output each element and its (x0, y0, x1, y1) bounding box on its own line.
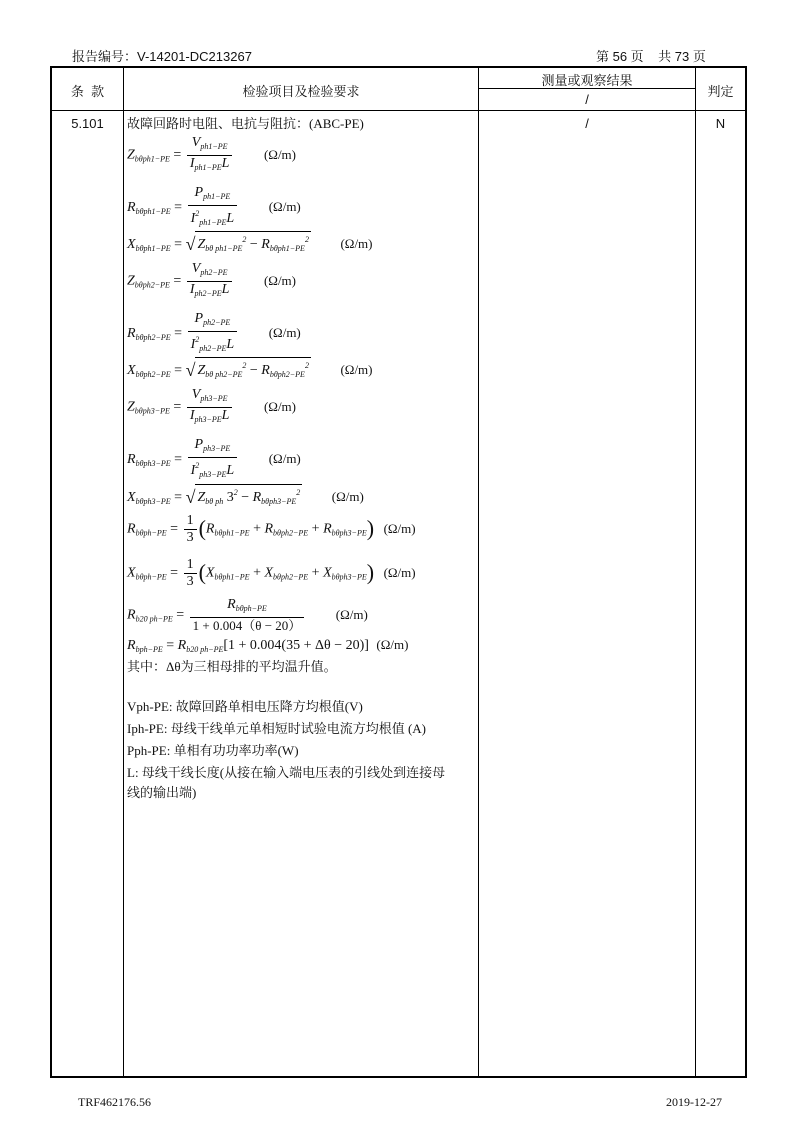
formula-glyph: Z (197, 363, 206, 378)
formula-glyph: V (191, 387, 201, 402)
formula-glyph: P (194, 185, 204, 200)
formula-x-average (127, 557, 416, 590)
formula-glyph: bθph3−PE (331, 572, 367, 582)
formula-glyph: = (166, 638, 175, 653)
formula-r-bph (127, 637, 408, 654)
formula-glyph: bθph1−PE (214, 528, 250, 538)
divider-clause (123, 66, 124, 1077)
formula-glyph: 1 (184, 513, 197, 530)
formula-glyph: L (226, 463, 235, 478)
formula-glyph: 1 (184, 557, 197, 574)
form-code: TRF462176.56 (78, 1095, 152, 1109)
formula-glyph: bθph1−PE (135, 207, 171, 217)
formula-glyph: bθph1−PE (214, 572, 250, 582)
col-header-item: 检验项目及检验要求 (242, 84, 360, 99)
formula-glyph: ph3−PE (200, 394, 228, 403)
formula-glyph: = (174, 363, 183, 378)
formula-glyph: = (174, 326, 183, 342)
formula-glyph: bθph−PE (135, 528, 167, 538)
formula-glyph (187, 387, 233, 408)
formula-glyph: 2 (242, 235, 247, 244)
formula-glyph: 2 (296, 488, 301, 497)
formula-glyph: P (194, 311, 204, 326)
formula-glyph (187, 261, 233, 302)
formula-glyph: (Ω/m) (376, 637, 409, 652)
formula-glyph: ph2−PE (203, 318, 231, 327)
formula-glyph (188, 185, 238, 231)
formula-glyph: bθph3−PE (134, 406, 170, 416)
formula-glyph: R (227, 597, 236, 612)
col-header-verdict: 判定 (707, 84, 734, 99)
formula-glyph: ( (198, 559, 206, 585)
formula-glyph: R (323, 521, 332, 537)
formula-glyph (188, 311, 238, 357)
formula-glyph (187, 261, 233, 282)
formula-glyph: bθph3−PE (261, 497, 297, 506)
formula-glyph: 2 (195, 335, 200, 344)
formula-glyph: √ (185, 487, 196, 507)
formula-glyph: 3 (186, 574, 194, 589)
formula-glyph: R (205, 521, 215, 537)
formula-x-ph3 (127, 484, 364, 510)
formula-glyph: − (241, 490, 250, 505)
formula-glyph: 2 (304, 235, 309, 244)
formula-glyph: Z (127, 399, 135, 415)
formula-glyph: Z (197, 237, 206, 252)
row-clause: 5.101 (71, 116, 104, 131)
formula-glyph (195, 484, 302, 510)
formula-glyph (188, 185, 238, 206)
formula-glyph (184, 557, 197, 590)
table-left-border (50, 66, 52, 1078)
formula-z-ph1 (127, 135, 296, 176)
formula-glyph: X (127, 565, 136, 581)
formula-glyph: (Ω/m) (268, 325, 301, 341)
col-header-result-sub: / (585, 92, 589, 107)
formula-glyph (187, 282, 233, 302)
formula-x-ph1 (127, 231, 373, 257)
formula-glyph: (Ω/m) (383, 564, 416, 580)
formula-glyph: R (252, 490, 262, 505)
formula-glyph: V (191, 261, 201, 276)
formula-glyph: bθph1−PE (135, 244, 171, 253)
formula-glyph: R (261, 363, 270, 378)
formula-glyph: I (190, 463, 196, 478)
formula-glyph: [1 + 0.004(35 + Δθ − 20)] (223, 638, 369, 653)
formula-glyph: bph−PE (135, 645, 163, 654)
formula-glyph: ph3−PE (203, 444, 231, 453)
formula-glyph: bθph2−PE (269, 370, 305, 379)
formula-glyph: = (176, 607, 185, 623)
formula-glyph: I (189, 282, 195, 297)
formula-glyph: ) (366, 515, 375, 541)
formula-glyph: L (226, 337, 235, 352)
formula-glyph: R (127, 521, 136, 537)
formula-glyph: + (311, 565, 320, 581)
note-l-line1: L: 母线干线长度(从接在输入端电压表的引线处到连接母 (127, 765, 446, 780)
formula-glyph: bθ ph2−PE (205, 370, 243, 379)
formula-glyph (190, 597, 305, 634)
table-top-border (50, 66, 747, 68)
formula-glyph (187, 135, 233, 176)
formula-r-ph1 (127, 185, 301, 231)
formula-glyph: ph3−PE (194, 415, 222, 424)
formula-glyph: R (127, 452, 136, 468)
formula-glyph: X (127, 490, 136, 505)
formula-glyph: bθ ph1−PE (205, 244, 243, 253)
formula-glyph: √ (185, 234, 196, 254)
row-result: / (585, 116, 589, 131)
formula-glyph: R (127, 638, 136, 653)
table-header-bottom-border (50, 110, 747, 111)
formula-glyph: X (205, 565, 215, 581)
formula-glyph: I (189, 156, 195, 171)
formula-glyph: bθph2−PE (135, 333, 171, 343)
formula-glyph: V (191, 135, 201, 150)
formula-glyph (187, 156, 233, 176)
formula-glyph: bθph3−PE (331, 528, 367, 538)
formula-glyph: + (253, 565, 261, 581)
formula-glyph: R (127, 200, 136, 216)
formula-glyph: ph2−PE (200, 268, 228, 277)
divider-result (695, 66, 696, 1077)
formula-glyph: = (170, 565, 179, 581)
formula-glyph (195, 357, 310, 383)
formula-glyph: = (173, 399, 182, 415)
formula-glyph: + (253, 521, 261, 537)
formula-glyph: X (264, 565, 274, 581)
report-number: 报告编号：V-14201-DC213267 (72, 49, 252, 64)
formula-glyph: − (249, 363, 258, 378)
formula-glyph: ph1−PE (199, 218, 227, 227)
footer-date: 2019-12-27 (666, 1095, 722, 1109)
formula-glyph: (Ω/m) (268, 451, 301, 467)
formula-glyph: 2 (195, 209, 200, 218)
formula-glyph: (Ω/m) (340, 362, 373, 377)
formula-glyph: = (174, 237, 183, 252)
formula-glyph: ph2−PE (199, 344, 227, 353)
formula-glyph (188, 332, 238, 357)
formula-glyph: = (174, 200, 183, 216)
formula-glyph: √ (185, 360, 196, 380)
formula-glyph: bθph2−PE (135, 370, 171, 379)
formula-glyph: bθ ph (205, 497, 224, 506)
col-header-clause: 条 款 (70, 84, 105, 99)
formula-r-ph3 (127, 437, 301, 483)
formula-glyph: 3 (186, 530, 194, 545)
note-pph: Pph-PE: 单相有功功率功率(W) (127, 743, 299, 758)
formula-glyph (188, 458, 238, 483)
formula-glyph: bθph2−PE (273, 572, 309, 582)
formula-z-ph3 (127, 387, 296, 428)
formula-r-ph2 (127, 311, 301, 357)
formula-glyph: bθph1−PE (134, 154, 170, 164)
formula-glyph: = (174, 490, 183, 505)
formula-glyph: R (261, 237, 270, 252)
formula-glyph: + (311, 521, 320, 537)
formula-glyph: ( (198, 515, 206, 541)
formula-glyph: 3 (226, 490, 234, 505)
formula-glyph: (Ω/m) (340, 236, 373, 251)
formula-glyph: bθph3−PE (135, 459, 171, 469)
formula-glyph: 2 (304, 361, 309, 370)
formula-glyph (190, 597, 305, 618)
formula-glyph (184, 513, 197, 546)
formula-glyph: P (194, 437, 204, 452)
formula-glyph (187, 135, 233, 156)
formula-glyph: ph2−PE (194, 289, 222, 298)
formula-glyph: 2 (195, 461, 200, 470)
table-bottom-border (50, 1076, 747, 1078)
formula-glyph: b20 ph−PE (135, 614, 173, 624)
formula-glyph: X (323, 565, 332, 581)
formula-glyph: bθph1−PE (269, 244, 305, 253)
formula-z-ph2 (127, 261, 296, 302)
formula-glyph: bθph2−PE (134, 280, 170, 290)
formula-glyph: ph3−PE (199, 470, 227, 479)
formula-glyph (195, 231, 310, 257)
formula-glyph: ph1−PE (200, 142, 228, 151)
formula-glyph (188, 206, 238, 231)
formula-glyph: L (221, 282, 230, 297)
formula-glyph: R (264, 521, 274, 537)
formula-glyph: ph1−PE (194, 163, 222, 172)
formula-glyph: (Ω/m) (268, 199, 301, 215)
delta-note: 其中：Δθ为三相母排的平均温升值。 (127, 659, 337, 674)
formula-glyph: L (221, 408, 230, 423)
col-header-result: 测量或观察结果 (541, 73, 633, 88)
formula-glyph: R (127, 326, 136, 342)
page-info: 第 56 页 共 73 页 (596, 49, 706, 64)
formula-glyph: L (226, 211, 235, 226)
formula-x-ph2 (127, 357, 373, 383)
formula-glyph: bθph2−PE (273, 528, 309, 538)
formula-glyph: I (190, 337, 196, 352)
row-title: 故障回路时电阻、电抗与阻抗：(ABC-PE) (127, 116, 364, 131)
note-iph: Iph-PE: 母线干线单元单相短时试验电流方均根值 (A) (127, 721, 426, 736)
formula-glyph: L (221, 156, 230, 171)
formula-glyph: = (170, 521, 179, 537)
formula-glyph (188, 437, 238, 458)
formula-glyph: bθph−PE (135, 572, 167, 582)
formula-glyph: (Ω/m) (331, 489, 364, 504)
formula-glyph: bθph3−PE (135, 497, 171, 506)
formula-glyph: Z (127, 147, 135, 163)
formula-glyph: = (173, 147, 182, 163)
formula-glyph: 1 + 0.004（θ − 20） (192, 618, 302, 633)
formula-glyph: (Ω/m) (263, 146, 296, 162)
formula-glyph: X (127, 363, 136, 378)
formula-glyph: − (249, 237, 258, 252)
table-right-border (745, 66, 747, 1078)
divider-item (478, 66, 479, 1077)
formula-glyph: X (127, 237, 136, 252)
formula-glyph: Z (127, 273, 135, 289)
formula-glyph: (Ω/m) (263, 398, 296, 414)
formula-glyph: = (174, 452, 183, 468)
note-vph: Vph-PE: 故障回路单相电压降方均根值(V) (127, 699, 363, 714)
formula-glyph: I (189, 408, 195, 423)
formula-glyph: ) (366, 559, 375, 585)
formula-glyph: I (190, 211, 196, 226)
formula-glyph (188, 311, 238, 332)
formula-r-b20 (127, 597, 368, 634)
formula-glyph: 2 (233, 488, 238, 497)
row-verdict: N (715, 116, 726, 131)
formula-glyph: R (177, 638, 187, 653)
formula-glyph: (Ω/m) (335, 606, 368, 622)
formula-glyph: ph1−PE (203, 192, 231, 201)
formula-glyph (188, 437, 238, 483)
formula-glyph: (Ω/m) (263, 272, 296, 288)
formula-glyph (187, 387, 233, 428)
formula-glyph: bθph−PE (235, 604, 267, 613)
formula-r-average (127, 513, 416, 546)
formula-glyph (187, 408, 233, 428)
note-l-line2: 线的输出端) (127, 785, 197, 800)
formula-glyph: Z (197, 490, 206, 505)
formula-glyph: 2 (242, 361, 247, 370)
formula-glyph: R (127, 607, 136, 623)
formula-glyph: (Ω/m) (383, 520, 416, 536)
formula-glyph: = (173, 273, 182, 289)
formula-glyph: b20 ph−PE (186, 645, 224, 654)
